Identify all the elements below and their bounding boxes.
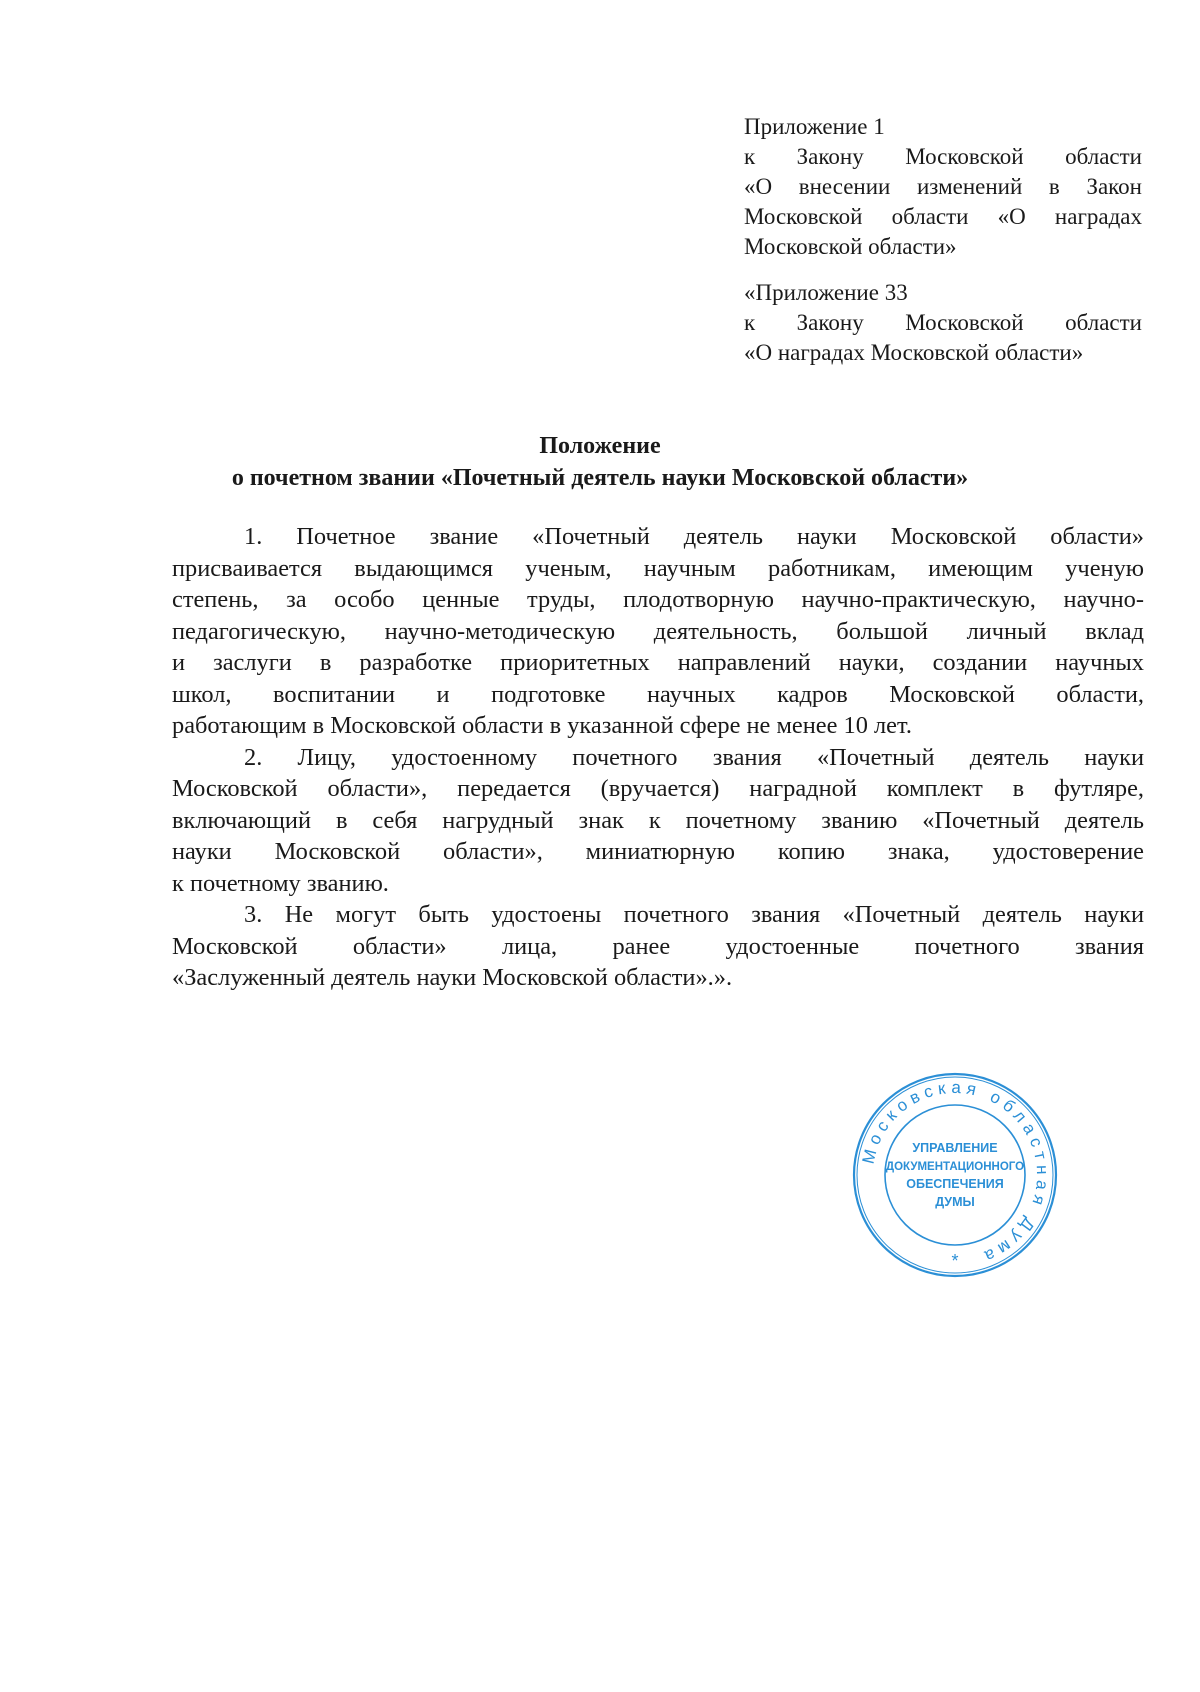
stamp-center-line-3: ОБЕСПЕЧЕНИЯ: [906, 1177, 1004, 1191]
paragraph-3-line: «Заслуженный деятель науки Московской области».».: [172, 964, 733, 991]
paragraph-1-line: 1. Почетное звание «Почетный деятель науки Московской области»: [244, 523, 1144, 550]
appendix-1-line: «О внесении изменений в Закон: [744, 174, 1142, 199]
paragraph-2-line: включающий в себя нагрудный знак к почетному званию «Почетный деятель: [172, 806, 1144, 834]
paragraph-1-line: степень, за особо ценные труды, плодотворную научно-практическую, научно-: [172, 586, 1144, 613]
document-title: [140, 430, 1060, 494]
paragraph-2-line: к почетному званию.: [172, 869, 389, 897]
official-stamp: [850, 1070, 1060, 1280]
title-line-2: о почетном звании «Почетный деятель науки Московской области»: [231, 465, 969, 491]
appendix-1-header: [744, 112, 1142, 262]
paragraph-1-line: и заслуги в разработке приоритетных направлений науки, создании научных: [172, 649, 1144, 676]
appendix-33-line: к Закону Московской области: [744, 310, 1142, 335]
stamp-ring-textpath: Московская областная Дума: [858, 1077, 1053, 1268]
stamp-star-icon: *: [951, 1251, 959, 1271]
stamp-seal: [850, 1070, 1060, 1280]
stamp-center-line-4: ДУМЫ: [935, 1195, 975, 1209]
paragraph-1-line: работающим в Московской области в указанной сфере не менее 10 лет.: [172, 712, 912, 739]
paragraph-2-line: науки Московской области», миниатюрную копию знака, удостоверение: [172, 838, 1144, 865]
appendix-33-line: «Приложение 33: [744, 280, 908, 305]
appendix-33-line: «О наградах Московской области»: [744, 340, 1084, 365]
appendix-1-line: Московской области»: [744, 234, 957, 259]
paragraph-3-line: 3. Не могут быть удостоены почетного звания «Почетный деятель науки: [244, 901, 1144, 928]
paragraph-1-line: педагогическую, научно-методическую деятельность, большой личный вклад: [172, 617, 1144, 645]
title-line-1: Положение: [539, 433, 661, 459]
stamp-center-line-1: УПРАВЛЕНИЕ: [912, 1141, 998, 1155]
stamp-inner-ring: [885, 1105, 1025, 1245]
document-body: [172, 521, 1144, 994]
paragraph-2-line: 2. Лицу, удостоенному почетного звания «Почетный деятель науки: [244, 743, 1144, 771]
appendix-1-line: к Закону Московской области: [744, 144, 1142, 169]
paragraph-1-line: присваивается выдающимся ученым, научным работникам, имеющим ученую: [172, 554, 1144, 582]
appendix-1-line: Московской области «О наградах: [744, 204, 1142, 229]
paragraph-3-line: Московской области» лица, ранее удостоенные почетного звания: [172, 932, 1144, 960]
paragraph-1-line: школ, воспитании и подготовке научных кадров Московской области,: [172, 680, 1144, 708]
stamp-center-line-2: ДОКУМЕНТАЦИОННОГО: [885, 1161, 1025, 1173]
appendix-33-header: [744, 278, 1142, 368]
appendix-1-line: Приложение 1: [744, 114, 885, 139]
paragraph-2-line: Московской области», передается (вручается) наградной комплект в футляре,: [172, 775, 1144, 802]
